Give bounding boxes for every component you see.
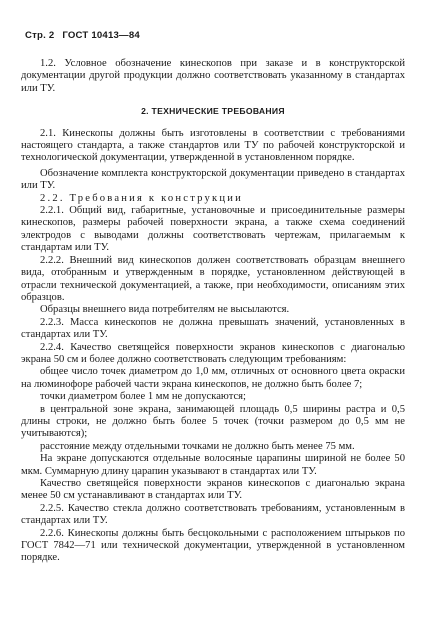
section-title: 2. ТЕХНИЧЕСКИЕ ТРЕБОВАНИЯ — [141, 106, 285, 117]
paragraph-1-2: 1.2. Условное обозначение кинескопов при заказе и в конструкторской документации другой продукции должно соответствовать указанному в стандартах или ТУ. — [21, 58, 405, 94]
page-header — [21, 30, 405, 42]
requirement-central-zone: в центральной зоне экрана, занимающей площадь 0,5 ширины растра и 0,5 длины строки, не должно быть более 5 точек (точки размером до 0,5 мм не учитываются); — [21, 403, 405, 440]
paragraph-2-2-4: 2.2.4. Качество светящейся поверхности экранов кинескопов с диагональю экрана 50 см и более должно соответствовать следующим требованиям: — [21, 341, 405, 365]
paragraph-designation: Обозначение комплекта конструкторской документации приведено в стандартах или ТУ. — [21, 167, 405, 192]
requirement-distance: расстояние между отдельными точками не должно быть менее 75 мм. — [40, 440, 355, 452]
paragraph-2-2-2: 2.2.2. Внешний вид кинескопов должен соответствовать образцам внешнего вида, отобранным и утвержденным в порядке, установленном действующей в отрасли технической документацией, а также, при необходимости, описаниям этих образцов. — [21, 254, 405, 303]
paragraph-2-2-5: 2.2.5. Качество стекла должно соответствовать требованиям, установленным в стандартах или ТУ. — [21, 502, 405, 527]
paragraph-2-2-3: 2.2.3. Масса кинескопов не должна превышать значений, установленных в стандартах или ТУ. — [21, 316, 405, 341]
page-number: Стр. 2 — [25, 30, 55, 41]
paragraph-2-2-6: 2.2.6. Кинескопы должны быть бесцокольными с расположением штырьков по ГОСТ 7842—71 или технической документации, утвержденной в установленном порядке. — [21, 527, 405, 564]
paragraph-samples: Образцы внешнего вида потребителям не высылаются. — [40, 304, 290, 316]
paragraph-2-2-heading: 2.2. Требования к конструкции — [40, 192, 243, 204]
paragraph-2-2-1: 2.2.1. Общий вид, габаритные, установочные и присоединительные размеры кинескопов, размеры рабочей поверхности экрана, а также схема соединений электродов с выводами должны соответствовать чертежам, прилагаемым к стандартам или ТУ. — [21, 205, 405, 254]
requirement-total-dots: общее число точек диаметром до 1,0 мм, отличных от основного цвета окраски на люминофоре рабочей части экрана кинескопов, не должно быть более 7; — [21, 366, 405, 390]
paragraph-quality-small: Качество светящейся поверхности экранов кинескопов с диагональю экрана менее 50 см устанавливают в стандартах или ТУ. — [21, 478, 405, 502]
paragraph-2-1: 2.1. Кинескопы должны быть изготовлены в соответствии с требованиями настоящего стандарта, а также стандартов или ТУ по рабочей конструкторской и технологической документации, утвержденной в установленном порядке. — [21, 127, 405, 164]
paragraph-scratches: На экране допускаются отдельные волосяные царапины шириной не более 50 мкм. Суммарную длину царапин указывают в стандартах или ТУ. — [21, 453, 405, 477]
requirement-large-dots: точки диаметром более 1 мм не допускаются; — [40, 391, 246, 403]
gost-code: ГОСТ 10413—84 — [62, 30, 140, 41]
